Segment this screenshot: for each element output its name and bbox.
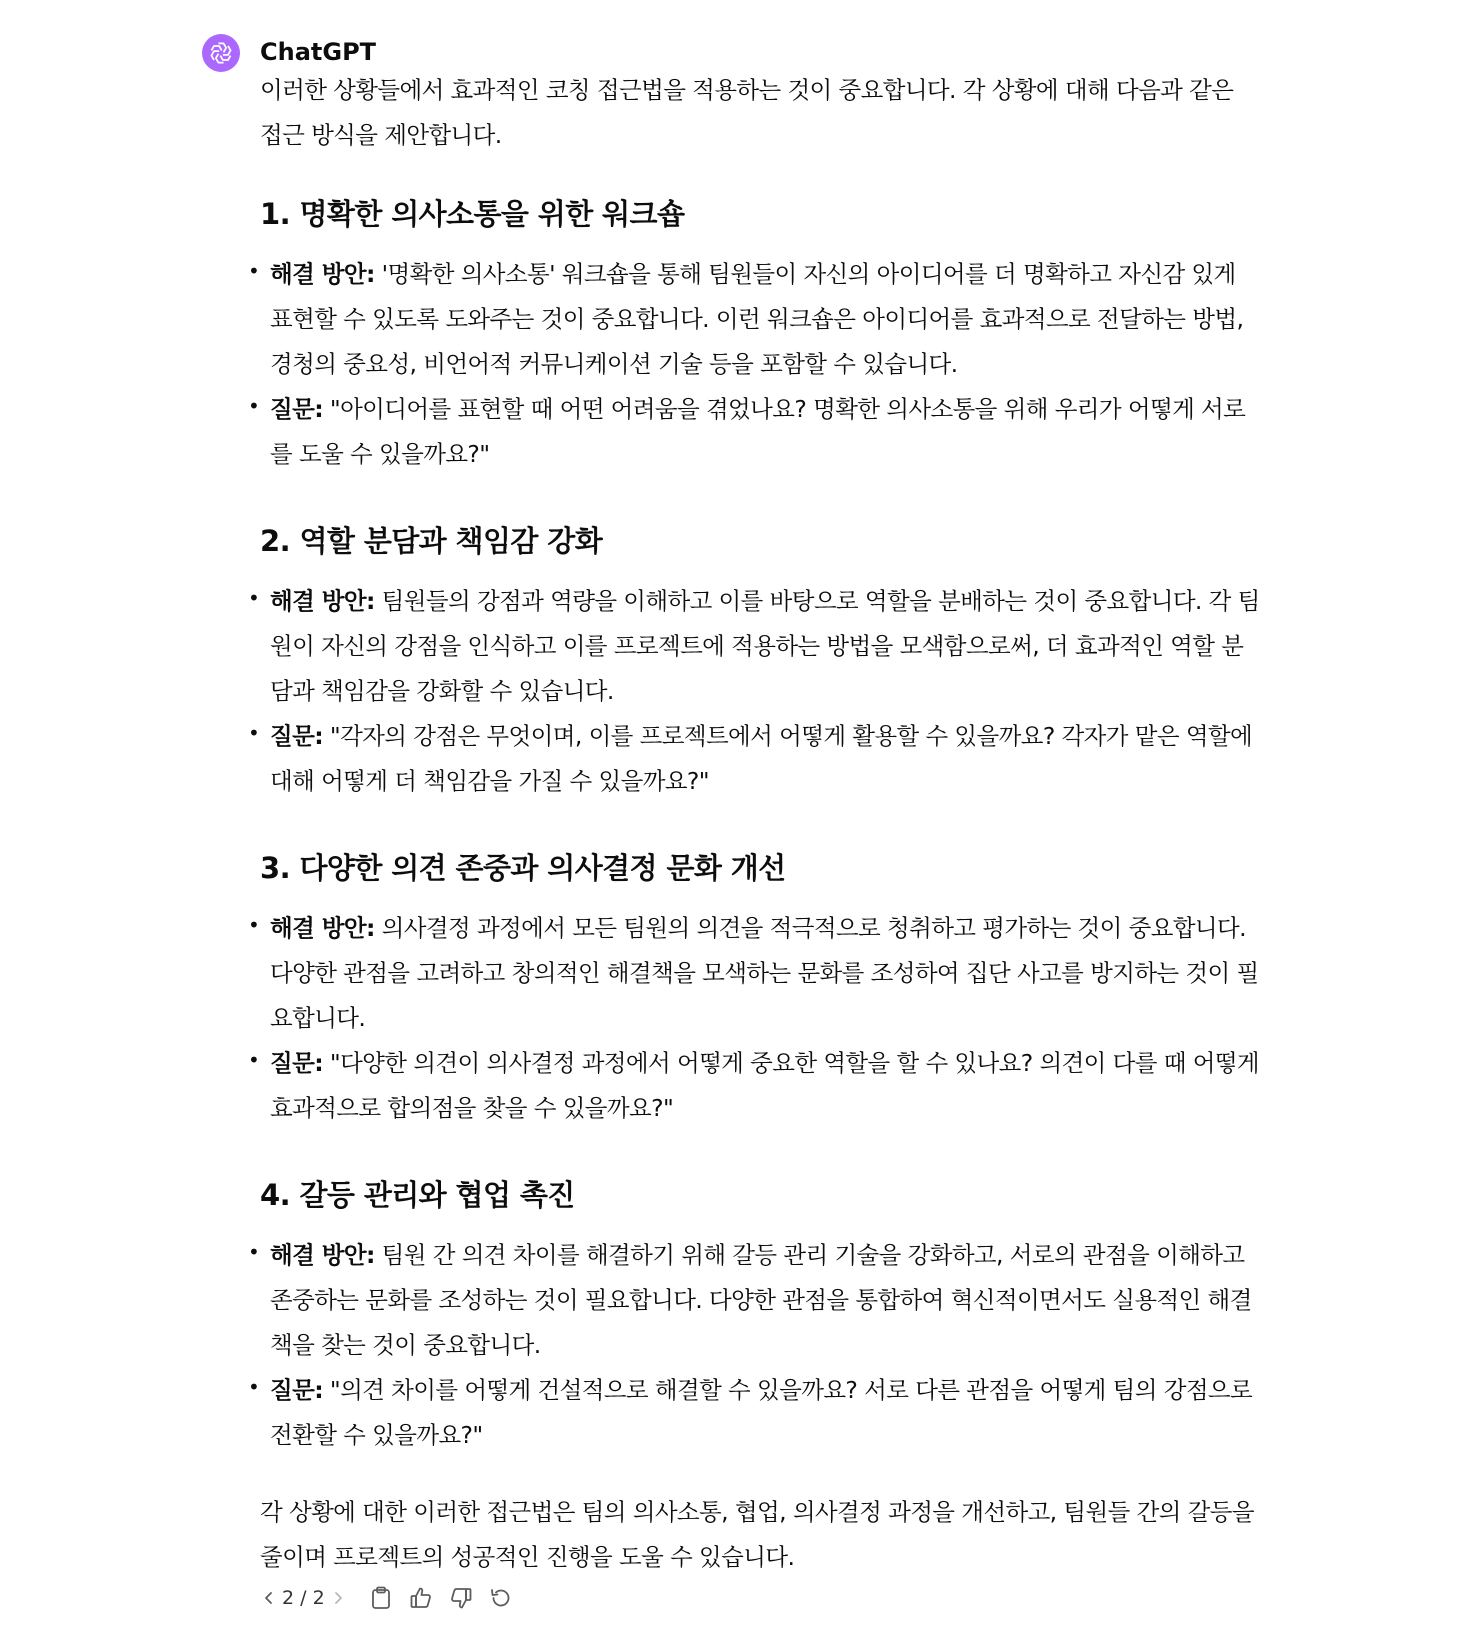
list-item (248, 906, 1260, 1041)
list-item (248, 714, 1260, 804)
outro-paragraph: 각 상황에 대한 이러한 접근법은 팀의 의사소통, 협업, 의사결정 과정을 개선하고, 팀원들 간의 갈등을 줄이며 프로젝트의 성공적인 진행을 도울 수 있습니다. (260, 1498, 1254, 1571)
bullet-icon: • (248, 259, 260, 283)
list-item (248, 1368, 1260, 1458)
regenerate-icon[interactable] (481, 1581, 521, 1615)
chevron-right-icon[interactable] (329, 1584, 347, 1612)
bullet-label: 해결 방안: (270, 587, 375, 615)
intro-paragraph: 이러한 상황들에서 효과적인 코칭 접근법을 적용하는 것이 중요합니다. 각 상황에 대해 다음과 같은 접근 방식을 제안합니다. (260, 76, 1234, 149)
section (248, 1175, 1260, 1458)
bullet-text: "다양한 의견이 의사결정 과정에서 어떻게 중요한 역할을 할 수 있나요? 의견이 다를 때 어떻게 효과적으로 합의점을 찾을 수 있을까요?" (270, 1049, 1259, 1122)
bullet-text: 팀원 간 의견 차이를 해결하기 위해 갈등 관리 기술을 강화하고, 서로의 관점을 이해하고 존중하는 문화를 조성하는 것이 필요합니다. 다양한 관점을 통합하여 혁신적이면서도 실용적인 해결책을 찾는 것이 중요합니다. (270, 1241, 1252, 1359)
bullet-label: 질문: (270, 722, 323, 750)
section (248, 521, 1260, 804)
thumbs-down-icon[interactable] (441, 1581, 481, 1615)
section (248, 848, 1260, 1131)
list-item (248, 387, 1260, 477)
bullet-icon: • (248, 586, 260, 610)
bullet-text: '명확한 의사소통' 워크숍을 통해 팀원들이 자신의 아이디어를 더 명확하고 자신감 있게 표현할 수 있도록 도와주는 것이 중요합니다. 이런 워크숍은 아이디어를 효과적으로 전달하는 방법, 경청의 중요성, 비언어적 커뮤니케이션 기술 등을 포함할 수 있습니다. (270, 260, 1244, 378)
pager-count: 2 / 2 (282, 1587, 325, 1609)
bullet-icon: • (248, 913, 260, 937)
list-item (248, 1233, 1260, 1368)
bullet-icon: • (248, 1048, 260, 1072)
chevron-left-icon[interactable] (260, 1584, 278, 1612)
message-content (248, 32, 1260, 1580)
list-item (248, 1041, 1260, 1131)
list-item (248, 252, 1260, 387)
author-name: ChatGPT (260, 38, 377, 66)
bullet-icon: • (248, 394, 260, 418)
bullet-label: 질문: (270, 395, 323, 423)
bullet-label: 해결 방안: (270, 914, 375, 942)
chatgpt-logo-icon (202, 34, 240, 72)
bullet-text: 의사결정 과정에서 모든 팀원의 의견을 적극적으로 청취하고 평가하는 것이 중요합니다. 다양한 관점을 고려하고 창의적인 해결책을 모색하는 문화를 조성하여 집단 사고를 방지하는 것이 필요합니다. (270, 914, 1259, 1032)
bullet-list (248, 579, 1260, 804)
section-title: 1. 명확한 의사소통을 위한 워크숍 (260, 197, 685, 231)
section-title: 3. 다양한 의견 존중과 의사결정 문화 개선 (260, 851, 786, 885)
section (248, 194, 1260, 477)
thumbs-up-icon[interactable] (401, 1581, 441, 1615)
bullet-label: 질문: (270, 1376, 323, 1404)
response-pager (260, 1584, 347, 1612)
bullet-list (248, 252, 1260, 477)
section-title: 2. 역할 분담과 책임감 강화 (260, 524, 603, 558)
bullet-label: 해결 방안: (270, 1241, 375, 1269)
bullet-icon: • (248, 721, 260, 745)
bullet-text: "의견 차이를 어떻게 건설적으로 해결할 수 있을까요? 서로 다른 관점을 어떻게 팀의 강점으로 전환할 수 있을까요?" (270, 1376, 1253, 1449)
list-item (248, 579, 1260, 714)
message-toolbar (260, 1580, 521, 1616)
bullet-label: 해결 방안: (270, 260, 375, 288)
bullet-list (248, 1233, 1260, 1458)
bullet-text: "아이디어를 표현할 때 어떤 어려움을 겪었나요? 명확한 의사소통을 위해 우리가 어떻게 서로를 도울 수 있을까요?" (270, 395, 1246, 468)
bullet-icon: • (248, 1240, 260, 1264)
bullet-label: 질문: (270, 1049, 323, 1077)
bullet-text: 팀원들의 강점과 역량을 이해하고 이를 바탕으로 역할을 분배하는 것이 중요합니다. 각 팀원이 자신의 강점을 인식하고 이를 프로젝트에 적용하는 방법을 모색함으로써, 더 효과적인 역할 분담과 책임감을 강화할 수 있습니다. (270, 587, 1260, 705)
bullet-list (248, 906, 1260, 1131)
clipboard-icon[interactable] (361, 1581, 401, 1615)
bullet-text: "각자의 강점은 무엇이며, 이를 프로젝트에서 어떻게 활용할 수 있을까요? 각자가 맡은 역할에 대해 어떻게 더 책임감을 가질 수 있을까요?" (270, 722, 1253, 795)
bullet-icon: • (248, 1375, 260, 1399)
section-title: 4. 갈등 관리와 협업 촉진 (260, 1178, 575, 1212)
